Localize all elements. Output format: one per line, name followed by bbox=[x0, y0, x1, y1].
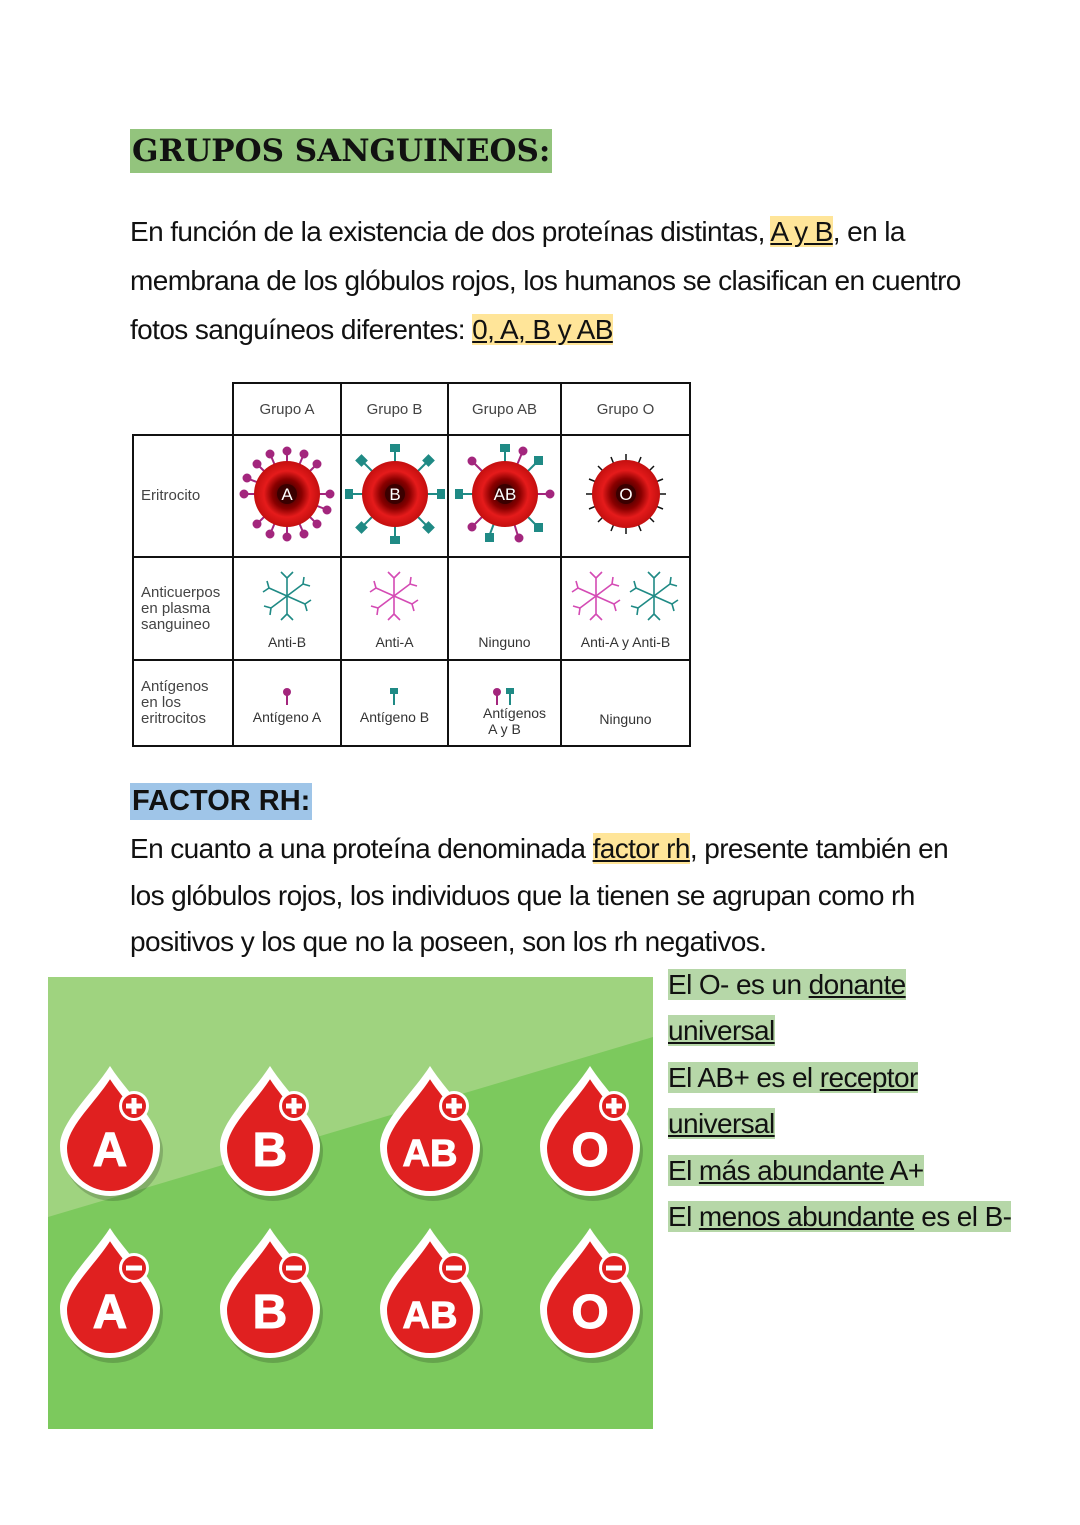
note-line-4: universal bbox=[668, 1108, 775, 1140]
blood-notes bbox=[668, 962, 1011, 1240]
antigen-label-b: Antígeno B bbox=[359, 709, 430, 725]
antigen-label-ab: Antígenos A y B bbox=[483, 705, 547, 737]
antigen-label-o: Ninguno bbox=[599, 711, 652, 727]
note-line-5: El más abundante A+ bbox=[668, 1154, 924, 1186]
row-header-eritrocito: Eritrocito bbox=[133, 435, 233, 557]
erythrocyte-ab-label: AB bbox=[493, 485, 516, 504]
antigen-cell-o bbox=[561, 660, 690, 746]
erythrocyte-ab bbox=[448, 435, 561, 557]
antibody-label-ab: Ninguno bbox=[478, 634, 531, 650]
blood-drop-letter: A bbox=[92, 1286, 128, 1339]
erythrocyte-a-label: A bbox=[281, 485, 293, 504]
note-line-2: universal bbox=[668, 1015, 775, 1047]
intro-highlight-ab: A y B bbox=[770, 216, 833, 247]
antibody-cell-o bbox=[561, 557, 690, 660]
antigen-cell-ab bbox=[448, 660, 561, 746]
page-title: GRUPOS SANGUINEOS: bbox=[130, 129, 552, 173]
table-corner bbox=[133, 383, 233, 435]
intro-highlight-groups: 0, A, B y AB bbox=[472, 314, 613, 345]
col-header-o: Grupo O bbox=[561, 383, 690, 435]
antigen-ab-icon bbox=[491, 687, 517, 705]
erythrocyte-b-icon bbox=[343, 436, 447, 552]
blood-drop-letter: O bbox=[571, 1286, 609, 1339]
factor-highlight: factor rh bbox=[592, 833, 690, 864]
row-header-anticuerpos: Anticuerpos en plasma sanguineo bbox=[133, 557, 233, 660]
erythrocyte-o-icon bbox=[571, 436, 681, 552]
antibody-cell-b bbox=[341, 557, 448, 660]
intro-text-before: En función de la existencia de dos proteínas distintas, bbox=[130, 216, 771, 247]
antibody-b-icon bbox=[626, 570, 682, 622]
blood-drop-letter: B bbox=[252, 1124, 288, 1177]
antigen-a-icon bbox=[281, 687, 293, 705]
blood-type-drops-image bbox=[48, 977, 653, 1429]
note-line-6: El menos abundante es el B- bbox=[668, 1201, 1012, 1233]
erythrocyte-b bbox=[341, 435, 448, 557]
antigen-cell-b bbox=[341, 660, 448, 746]
erythrocyte-o bbox=[561, 435, 690, 557]
intro-text-middle: , en la membrana de los glóbulos rojos, los humanos se clasifican en cuentro fotos sanguíneos diferentes: bbox=[130, 216, 961, 345]
erythrocyte-b-label: B bbox=[388, 485, 401, 504]
blood-drop-letter: AB bbox=[402, 1295, 458, 1337]
blood-drop-letter: O bbox=[571, 1124, 609, 1177]
col-header-b: Grupo B bbox=[341, 383, 448, 435]
intro-paragraph bbox=[130, 207, 970, 354]
erythrocyte-o-label: O bbox=[618, 485, 633, 504]
antibody-a-icon bbox=[366, 570, 422, 622]
col-header-ab: Grupo AB bbox=[448, 383, 561, 435]
antibody-label-a: Anti-B bbox=[267, 634, 307, 650]
col-header-a: Grupo A bbox=[233, 383, 341, 435]
antibody-b-icon bbox=[259, 570, 315, 622]
factor-paragraph bbox=[130, 826, 970, 966]
blood-drop-letter: AB bbox=[402, 1133, 458, 1175]
row-header-antigenos: Antígenos en los eritrocitos bbox=[133, 660, 233, 746]
antigen-cell-a bbox=[233, 660, 341, 746]
antibody-label-b: Anti-A bbox=[375, 634, 414, 650]
blood-drop-letter: A bbox=[92, 1124, 128, 1177]
note-line-1: El O- es un donante bbox=[668, 969, 906, 1000]
antibody-cell-a bbox=[233, 557, 341, 660]
blood-group-table bbox=[132, 382, 691, 747]
factor-text-after: , presente también en los glóbulos rojos, los individuos que la tienen se agrupan como rh positivos y los que no la poseen, son los rh negativos. bbox=[130, 833, 949, 957]
antibody-label-o: Anti-A y Anti-B bbox=[580, 634, 671, 650]
antigen-b-icon bbox=[388, 687, 400, 705]
erythrocyte-ab-icon bbox=[450, 436, 560, 552]
antibody-cell-ab bbox=[448, 557, 561, 660]
antigen-label-a: Antígeno A bbox=[252, 709, 322, 725]
blood-drops-canvas bbox=[48, 977, 653, 1429]
erythrocyte-a-icon bbox=[235, 436, 339, 552]
factor-text-before: En cuanto a una proteína denominada bbox=[130, 833, 593, 864]
erythrocyte-a bbox=[233, 435, 341, 557]
factor-rh-heading: FACTOR RH: bbox=[130, 783, 312, 820]
antibody-a-icon bbox=[568, 570, 624, 622]
note-line-3: El AB+ es el receptor bbox=[668, 1061, 918, 1093]
blood-drop-letter: B bbox=[252, 1286, 288, 1339]
